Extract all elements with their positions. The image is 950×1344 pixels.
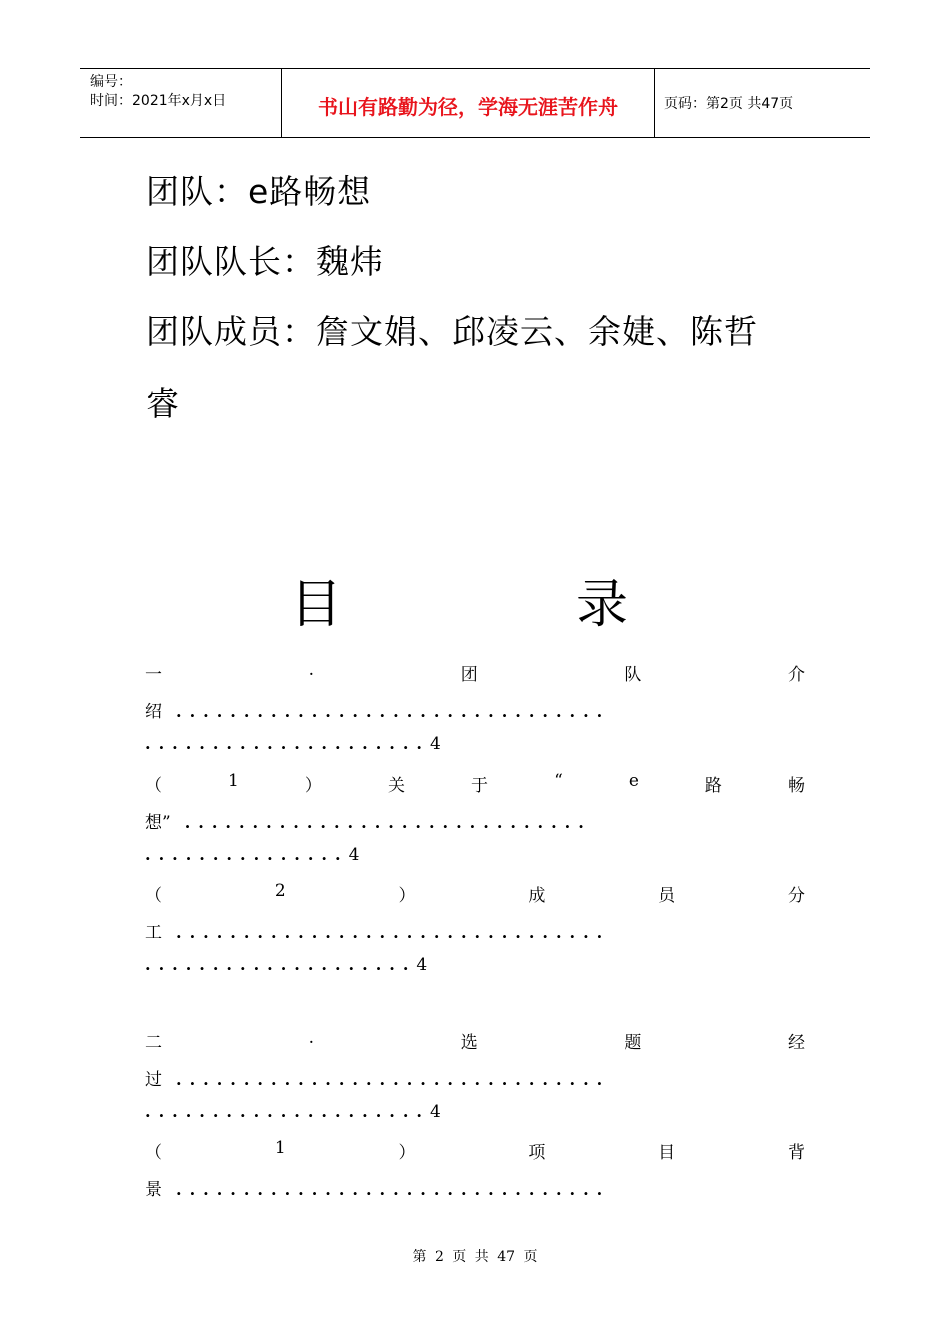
toc-entry-leader: [145, 918, 805, 943]
toc-heading-end: 想”: [145, 813, 171, 833]
toc-heading-char: 项: [528, 1143, 546, 1163]
toc-entry-heading[interactable]: [145, 881, 805, 906]
toc-heading-char: （: [145, 886, 162, 906]
toc-page-number: 4: [429, 734, 441, 754]
toc-page-number: 4: [429, 1102, 441, 1122]
toc-heading-char: 1: [274, 1138, 286, 1158]
toc-entry-heading[interactable]: [145, 660, 805, 685]
toc-heading-char: 一: [145, 665, 162, 685]
toc-heading-char: .: [308, 1028, 315, 1048]
toc-heading-char: 关: [387, 776, 405, 796]
toc-heading-char: 2: [274, 881, 286, 901]
toc-heading-char: 畅: [787, 776, 805, 796]
team-members-line-cont: 睿: [146, 384, 180, 423]
toc-dot-leader: .....................: [145, 734, 430, 753]
toc-heading-char: ）: [398, 1143, 416, 1163]
toc-heading-char: 路: [704, 776, 722, 796]
toc-heading-char: 成: [528, 886, 546, 906]
header-page-label: 页码：第2页 共47页: [664, 96, 794, 112]
toc-dot-leader: ................................: [176, 702, 611, 721]
team-members-line: 团队成员：詹文娟、邱凌云、余婕、陈哲: [146, 312, 758, 351]
toc-title: [290, 562, 640, 635]
toc-heading-char: 背: [787, 1143, 805, 1163]
toc-heading-char: e: [628, 771, 639, 791]
toc-heading-char: 1: [228, 771, 239, 791]
toc-heading-char: 目: [658, 1143, 676, 1163]
toc-entry-page-line: [145, 845, 805, 865]
toc-dot-leader: ................................: [176, 923, 611, 942]
toc-title-char: 录: [576, 575, 629, 635]
toc-heading-char: 于: [471, 776, 489, 796]
time-label: 时间：2021年x月x日: [90, 93, 227, 109]
toc-entry-page-line: [145, 734, 805, 754]
toc-dot-leader: ................................: [176, 1180, 611, 1199]
toc-heading-end: 过: [145, 1070, 162, 1090]
toc-heading-char: .: [308, 660, 315, 680]
header-meta: [90, 73, 226, 111]
page-header: [80, 68, 870, 138]
toc-heading-char: ）: [398, 886, 416, 906]
toc-dot-leader: ....................: [145, 955, 417, 974]
number-label: 编号：: [90, 74, 132, 90]
toc-dot-leader: ...............: [145, 845, 349, 864]
toc-heading-char: 员: [658, 886, 676, 906]
toc-entry-leader: [145, 1065, 805, 1090]
toc-heading-end: 工: [145, 923, 162, 943]
toc-page-number: 4: [348, 845, 360, 865]
toc-dot-leader: ..............................: [184, 813, 592, 832]
toc-dot-leader: ................................: [176, 1070, 611, 1089]
toc-entry-leader: [145, 697, 805, 722]
toc-heading-char: 介: [787, 665, 805, 685]
toc-entry-heading[interactable]: [145, 771, 805, 796]
toc-heading-char: 分: [787, 886, 805, 906]
toc-heading-char: 题: [624, 1033, 642, 1053]
toc-heading-char: “: [554, 771, 563, 791]
toc-entry-leader: [145, 808, 805, 833]
toc-entry-leader: [145, 1175, 805, 1200]
toc-entry-page-line: [145, 1102, 805, 1122]
toc-heading-end: 景: [145, 1180, 162, 1200]
toc-heading-char: （: [145, 776, 162, 796]
toc-entry-page-line: [145, 955, 805, 975]
header-divider: [654, 69, 655, 137]
header-motto: 书山有路勤为径，学海无涯苦作舟: [318, 95, 618, 119]
team-name-line: 团队：e路畅想: [146, 172, 372, 211]
toc-dot-leader: .....................: [145, 1102, 430, 1121]
toc-heading-char: 团: [460, 665, 478, 685]
toc-heading-char: 选: [460, 1033, 478, 1053]
toc-entry-heading[interactable]: [145, 1028, 805, 1053]
toc-heading-char: 二: [145, 1033, 162, 1053]
toc-title-char: 目: [290, 575, 343, 635]
toc-heading-char: （: [145, 1143, 162, 1163]
page-footer: 第 2 页 共 47 页: [412, 1249, 538, 1265]
toc-entry-heading[interactable]: [145, 1138, 805, 1163]
toc-heading-char: 队: [624, 665, 642, 685]
team-leader-line: 团队队长：魏炜: [146, 242, 384, 281]
toc-page-number: 4: [416, 955, 428, 975]
toc-heading-char: ）: [304, 776, 322, 796]
toc-heading-end: 绍: [145, 702, 162, 722]
toc-heading-char: 经: [787, 1033, 805, 1053]
